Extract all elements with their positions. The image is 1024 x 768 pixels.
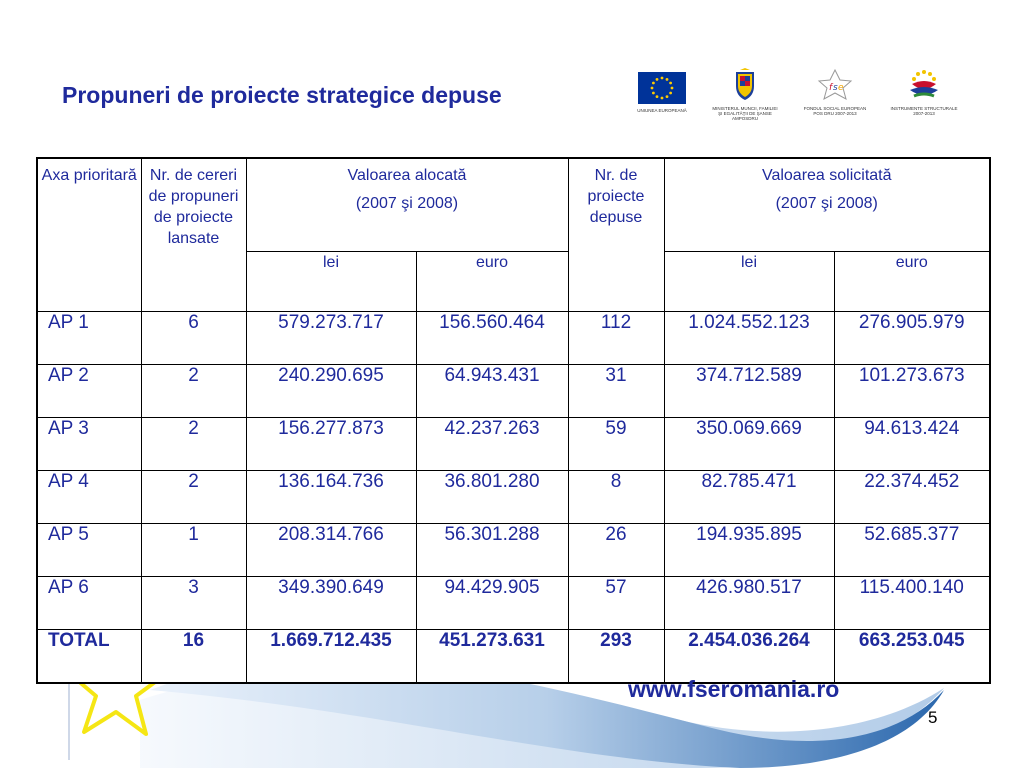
svg-text:f: f [829,83,833,93]
cell-axis: AP 2 [37,365,141,418]
header-allocated-period: (2007 şi 2008) [355,195,459,212]
cell-total-requests: 16 [141,630,246,683]
table-total-row [37,630,990,683]
header-axis: Axa prioritară [37,158,141,312]
cell-req-lei: 350.069.669 [664,418,834,471]
header-req-lei: lei [664,252,834,312]
table-row [37,365,990,418]
table-row [37,418,990,471]
structural-caption: INSTRUMENTE STRUCTURALE 2007-2013 [890,106,958,116]
cell-alloc-euro: 156.560.464 [416,312,568,365]
cell-req-euro: 115.400.140 [834,577,990,630]
cell-req-lei: 194.935.895 [664,524,834,577]
header-projects: Nr. de proiecte depuse [568,158,664,312]
cell-alloc-lei: 579.273.717 [246,312,416,365]
coat-of-arms-icon [710,68,780,104]
cell-req-euro: 22.374.452 [834,471,990,524]
cell-total-req-euro: 663.253.045 [834,630,990,683]
eu-flag-logo [632,68,692,111]
ministry-logo [710,68,780,121]
header-requested-label: Valoarea solicitată [761,167,892,184]
fse-caption: FONDUL SOCIAL EUROPEAN POS DRU 2007-2013 [803,106,867,116]
cell-axis: AP 5 [37,524,141,577]
cell-alloc-lei: 240.290.695 [246,365,416,418]
logos-strip [632,68,962,128]
cell-alloc-lei: 349.390.649 [246,577,416,630]
cell-alloc-euro: 42.237.263 [416,418,568,471]
table-row [37,312,990,365]
cell-req-euro: 52.685.377 [834,524,990,577]
cell-alloc-euro: 36.801.280 [416,471,568,524]
structural-instruments-logo [888,68,960,116]
header-req-euro: euro [834,252,990,312]
cell-requests: 2 [141,418,246,471]
cell-req-euro: 276.905.979 [834,312,990,365]
fse-logo [800,68,870,116]
cell-req-euro: 94.613.424 [834,418,990,471]
cell-req-euro: 101.273.673 [834,365,990,418]
cell-axis: AP 6 [37,577,141,630]
cell-axis: AP 4 [37,471,141,524]
cell-alloc-lei: 156.277.873 [246,418,416,471]
cell-projects: 31 [568,365,664,418]
cell-projects: 57 [568,577,664,630]
cell-req-lei: 374.712.589 [664,365,834,418]
cell-alloc-lei: 136.164.736 [246,471,416,524]
svg-text:s: s [833,83,838,93]
projects-table [36,157,991,684]
fse-star-icon [800,68,870,104]
cell-projects: 26 [568,524,664,577]
structural-instruments-icon [888,68,960,104]
cell-total-label: TOTAL [37,630,141,683]
table-row [37,524,990,577]
cell-projects: 59 [568,418,664,471]
cell-alloc-euro: 94.429.905 [416,577,568,630]
cell-requests: 2 [141,471,246,524]
cell-req-lei: 82.785.471 [664,471,834,524]
cell-total-req-lei: 2.454.036.264 [664,630,834,683]
slide-title: Propuneri de proiecte strategice depuse [62,82,502,108]
cell-total-alloc-euro: 451.273.631 [416,630,568,683]
cell-req-lei: 426.980.517 [664,577,834,630]
cell-requests: 3 [141,577,246,630]
cell-alloc-euro: 56.301.288 [416,524,568,577]
cell-total-alloc-lei: 1.669.712.435 [246,630,416,683]
eu-flag-icon [634,68,690,106]
page-number: 5 [928,708,938,727]
cell-requests: 2 [141,365,246,418]
header-allocated-label: Valoarea alocată [347,167,467,184]
cell-req-lei: 1.024.552.123 [664,312,834,365]
header-requested [664,158,990,252]
cell-total-projects: 293 [568,630,664,683]
svg-text:e: e [838,83,844,93]
cell-projects: 112 [568,312,664,365]
header-alloc-lei: lei [246,252,416,312]
header-alloc-euro: euro [416,252,568,312]
cell-alloc-euro: 64.943.431 [416,365,568,418]
header-requests: Nr. de cereri de propuneri de proiecte lansate [141,158,246,312]
cell-requests: 1 [141,524,246,577]
website-link[interactable]: www.fseromania.ro [628,676,840,702]
header-requested-period: (2007 şi 2008) [775,195,878,212]
table-row [37,471,990,524]
cell-alloc-lei: 208.314.766 [246,524,416,577]
cell-requests: 6 [141,312,246,365]
cell-projects: 8 [568,471,664,524]
eu-caption: UNIUNEA EUROPEANĂ [637,108,687,113]
table-row [37,577,990,630]
cell-axis: AP 3 [37,418,141,471]
ministry-caption: MINISTERUL MUNCII, FAMILIEI ŞI EGALITĂŢII DE ŞANSE AMPOSDRU [712,106,778,121]
header-allocated [246,158,568,252]
cell-axis: AP 1 [37,312,141,365]
